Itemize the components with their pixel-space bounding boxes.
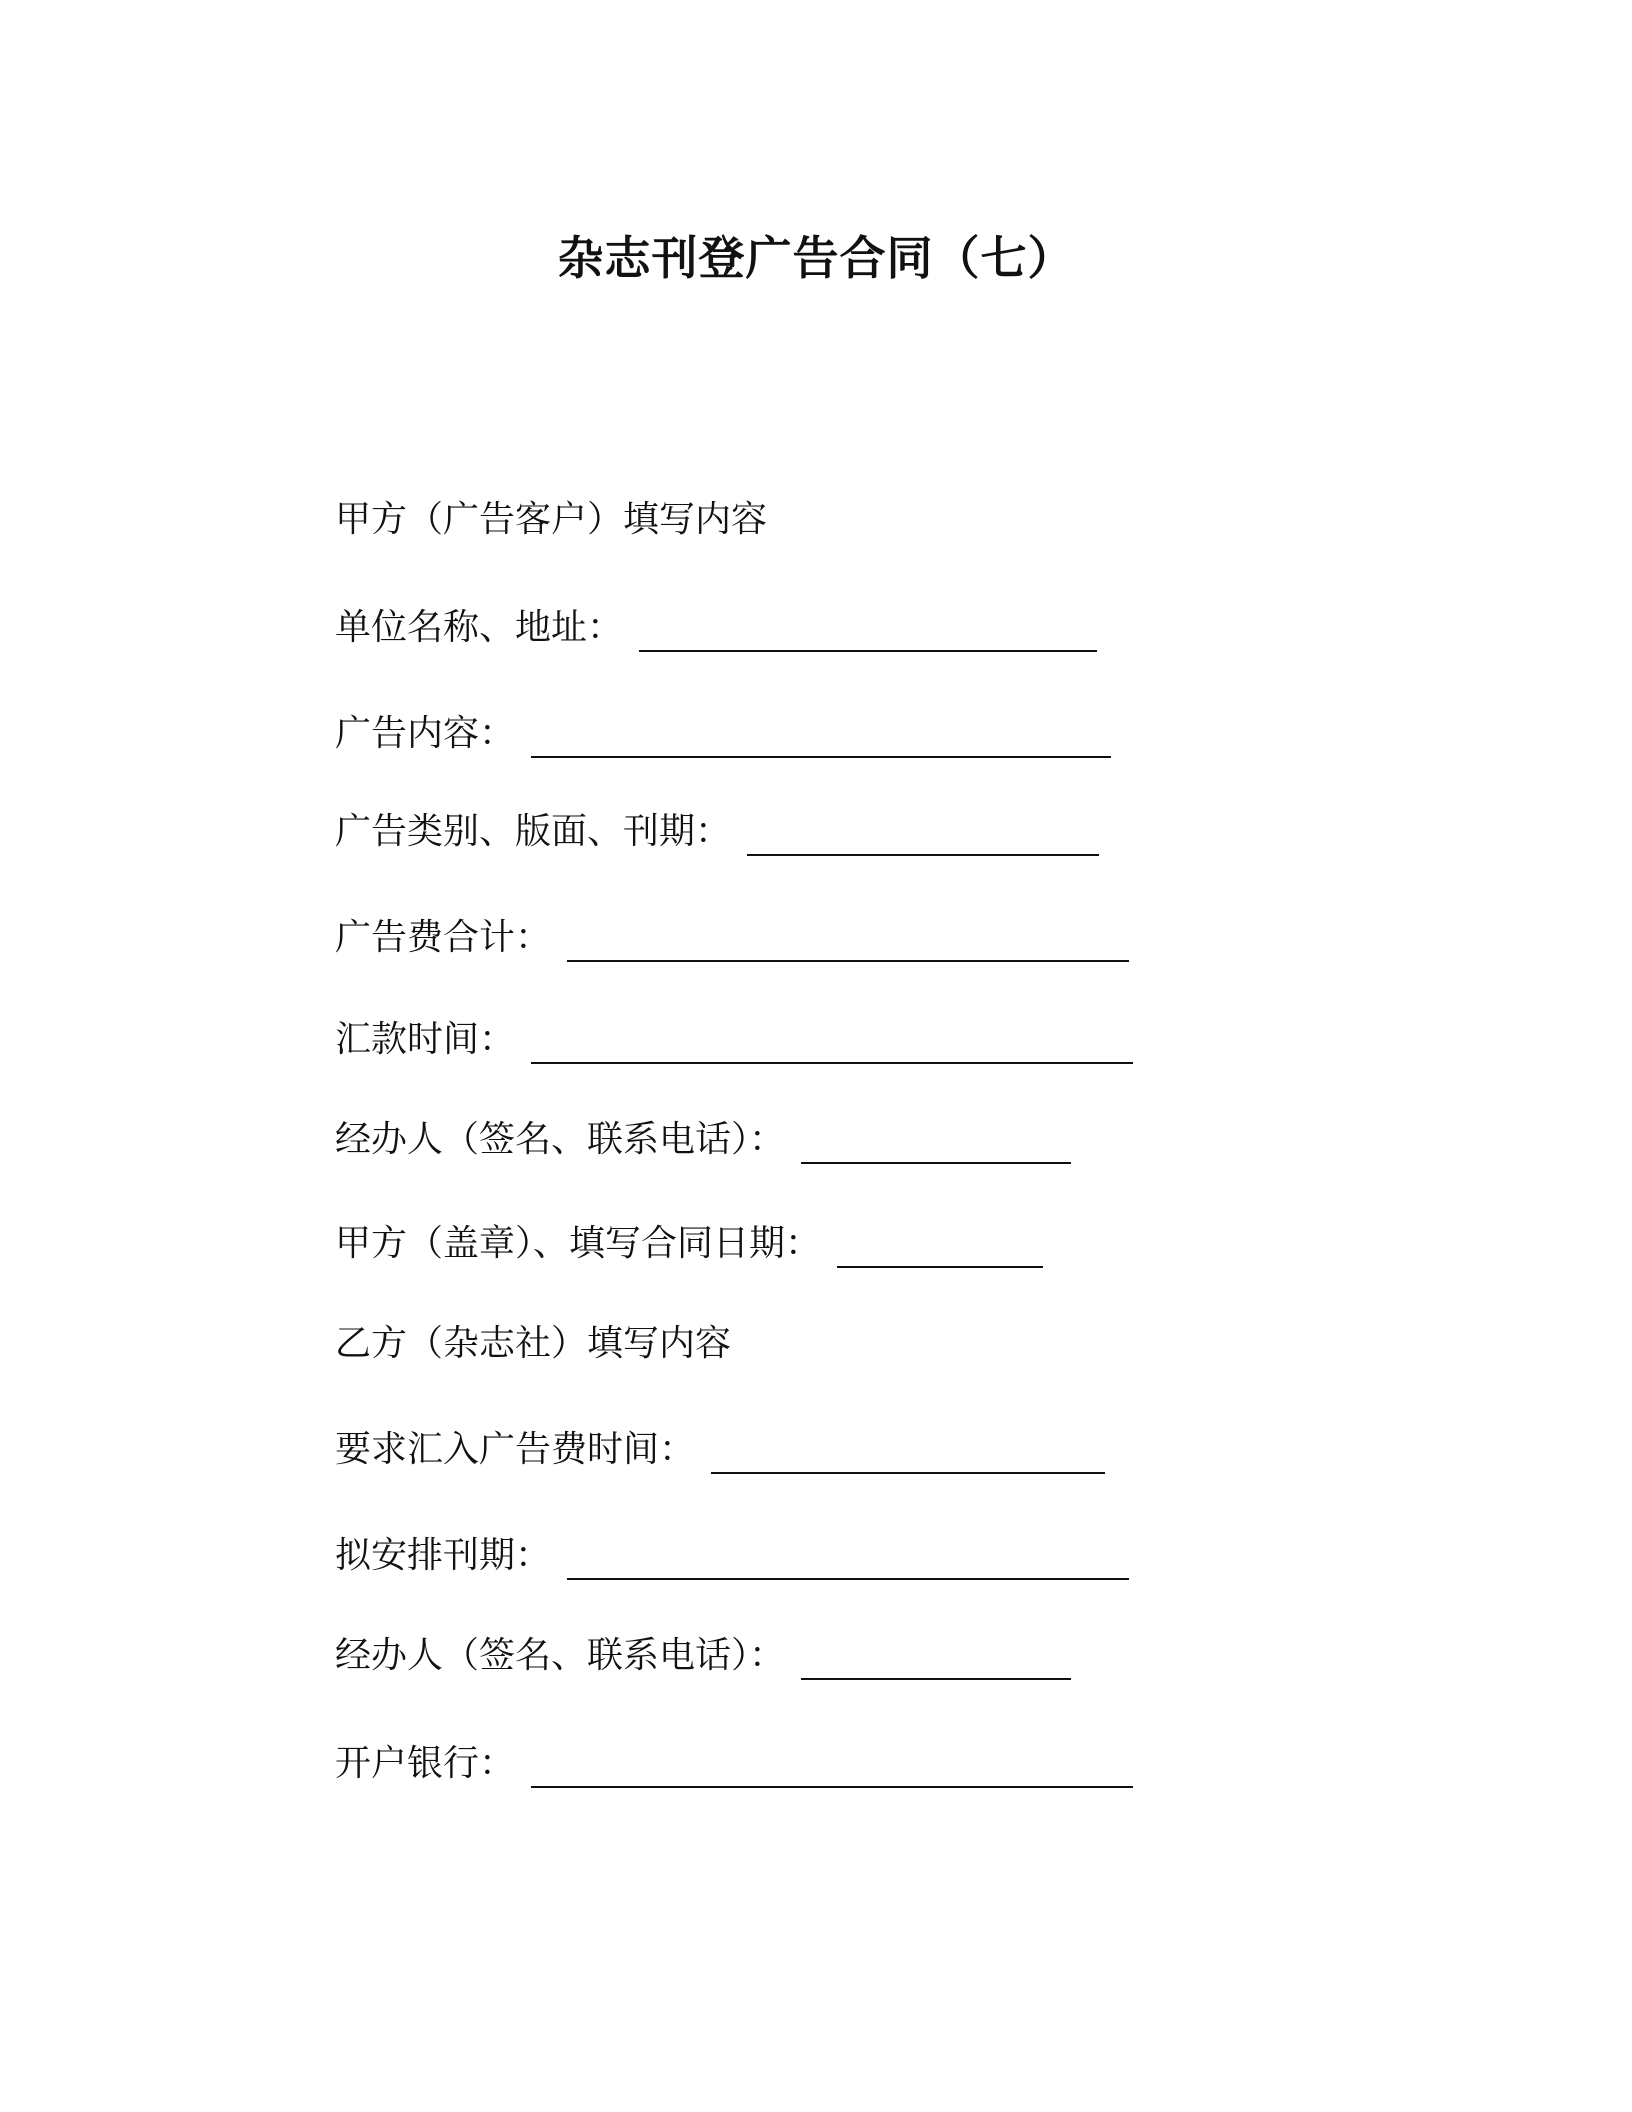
fill-blank[interactable] [639,614,1097,652]
field-label: 要求汇入广告费时间： [335,1429,696,1470]
field-label: 经办人（签名、联系电话）： [335,1635,786,1676]
fill-blank[interactable] [711,1436,1105,1474]
fill-blank[interactable] [567,1542,1129,1580]
field-label: 拟安排刊期： [335,1535,552,1576]
fill-blank[interactable] [837,1230,1043,1268]
party-a-heading [335,496,767,544]
party-b-heading [335,1320,731,1368]
field-ad-content [335,710,1111,758]
party-b-heading-text: 乙方（杂志社）填写内容 [335,1323,732,1364]
field-label: 开户银行： [335,1743,516,1784]
fill-blank[interactable] [801,1642,1071,1680]
fill-blank[interactable] [531,1026,1133,1064]
fill-blank[interactable] [747,818,1099,856]
fill-blank[interactable] [531,1750,1133,1788]
field-a-handler [335,1116,1071,1164]
fill-blank[interactable] [801,1126,1071,1164]
party-a-heading-text: 甲方（广告客户）填写内容 [335,499,768,540]
field-b-handler [335,1632,1071,1680]
fill-blank[interactable] [531,720,1111,758]
field-label: 经办人（签名、联系电话）： [335,1119,786,1160]
fill-blank[interactable] [567,924,1129,962]
field-remittance-time [335,1016,1133,1064]
field-label: 汇款时间： [335,1019,516,1060]
field-label: 甲方（盖章）、填写合同日期： [335,1223,822,1264]
field-planned-issue [335,1532,1129,1580]
field-unit-name-address [335,604,1097,652]
field-ad-fee-total [335,914,1129,962]
field-a-seal-date [335,1220,1043,1268]
field-label: 广告类别、版面、刊期： [335,811,732,852]
field-ad-category [335,808,1099,856]
field-required-remit-time [335,1426,1105,1474]
field-label: 广告费合计： [335,917,552,958]
field-label: 广告内容： [335,713,516,754]
document-title: 杂志刊登广告合同（七） [557,231,1075,285]
field-label: 单位名称、地址： [335,607,624,648]
field-bank [335,1740,1133,1788]
